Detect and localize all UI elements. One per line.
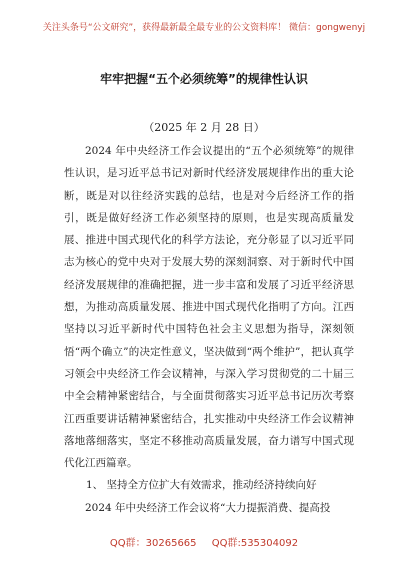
section-heading: 1、 坚持全方位扩大有效需求，推动经济持续向好	[86, 479, 317, 492]
document-date: （2025 年 2 月 28 日）	[143, 121, 265, 134]
footer-qq-group-2: QQ群:535304092	[211, 538, 299, 549]
body-paragraph: 2024 年中央经济工作会议将“大力提振消费、提高投	[85, 501, 331, 514]
footer-qq-group-1: QQ群：30265665	[109, 538, 197, 549]
document-title: 牢牢把握“五个必须统筹”的规律性认识	[100, 72, 308, 86]
body-paragraph: 2024 年中央经济工作会议提出的“五个必须统筹”的规律性认识，是习近平总书记对新时代经济发展规律作出的重大论断，既是对以往经济实践的总结，也是对今后经济工作的指引，既是做好经济工作必须坚持的原则，也是实现高质量发展、推进中国式现代化的科学方法论，充分彰显了以习近平同志为核心的党中央对于发展大势的深刻洞察、对于新时代中国经济发展规律的准确把握，进一步丰富和发展了习近平经济思想，为推动高质量发展、推进中国式现代化指明了方向。江西坚持以习近平新时代中国特色社会主义思想为指导，深刻领悟“两个确立”的决定性意义，坚决做到“两个维护”，把认真学习领会中央经济工作会议精神，与深入学习贯彻党的二十届三中全会精神紧密结合，与全面贯彻落实习近平总书记历次考察江西重要讲话精神紧密结合，扎实推动中央经济工作会议精神落地落细落实，坚定不移推动高质量发展，奋力谱写中国式现代化江西篇章。	[64, 145, 354, 470]
footer-contacts	[0, 534, 408, 549]
header-note: 关注头条号“公文研究”，获得最新最全最专业的公文资料库！ 微信：gongwenyj	[42, 23, 366, 33]
document-body	[64, 140, 354, 519]
